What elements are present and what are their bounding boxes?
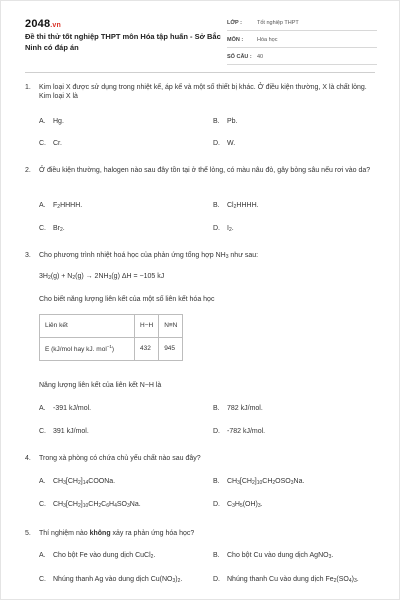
table-cell: 945	[159, 338, 183, 361]
formula-subscript: 2	[150, 554, 154, 560]
formula-part: C	[227, 501, 233, 508]
info-row-count	[227, 51, 377, 65]
document-title: Đề thi thử tốt nghiệp THPT môn Hóa tập huấn - Sở Bắc Ninh có đáp án	[25, 32, 221, 52]
formula-subscript: 4	[348, 578, 352, 584]
question-text: Kim loại X được sử dụng trong nhiệt kế, áp kế và một số thiết bị khác. Ở điều kiện thường, X là chất lỏng. Kim loại X là	[39, 84, 367, 101]
table-cell	[40, 338, 135, 361]
formula-part: [CH	[65, 478, 78, 485]
formula-main: I	[227, 225, 229, 232]
option-1c[interactable]	[39, 139, 62, 148]
question-text-bold: không	[89, 530, 111, 537]
question-text	[39, 529, 377, 538]
formula-part: Cho bột Cu vào dung dịch AgNO	[227, 552, 329, 559]
question-text: Trong xà phòng có chứa chủ yếu chất nào sau đây?	[39, 455, 201, 462]
question-text	[39, 251, 377, 261]
option-label: A.	[39, 552, 46, 559]
option-label: B.	[213, 202, 220, 209]
formula-part: H	[109, 501, 115, 508]
formula-part: C	[101, 501, 107, 508]
formula-part: .	[331, 552, 334, 559]
info-label: SỐ CÂU :	[227, 53, 252, 60]
question-text-pre: Thí nghiệm nào	[39, 530, 90, 537]
formula-part: .	[356, 576, 359, 583]
formula-part: [CH	[239, 478, 252, 485]
question-4	[25, 454, 377, 463]
formula-part: CH	[227, 478, 238, 485]
table-cell: 432	[135, 338, 159, 361]
bond-energy-table	[39, 314, 183, 361]
formula-part: [CH	[65, 501, 78, 508]
formula-subscript: 3	[354, 578, 357, 584]
question-text: Ở điều kiện thường, halogen nào sau đây tồn tại ở thể lỏng, có màu nâu đỏ, gây bỏng sâu nếu rơi vào da?	[39, 167, 371, 174]
formula-subscript: 2	[98, 503, 102, 509]
table-cell: Liên kết	[40, 315, 135, 338]
option-label: A.	[39, 118, 46, 125]
formula-part: .	[260, 501, 263, 508]
option-text: W.	[227, 140, 236, 147]
option-label: B.	[213, 478, 220, 485]
option-5a[interactable]	[39, 551, 155, 561]
option-label: A.	[39, 478, 46, 485]
formula-part: ]	[254, 478, 257, 485]
option-label: D.	[213, 428, 220, 435]
formula-subscript: 14	[82, 480, 89, 486]
option-1b[interactable]	[213, 117, 238, 126]
formula-subscript: 2	[251, 480, 255, 486]
table-cell: H−H	[135, 315, 159, 338]
formula-main: F	[53, 202, 58, 209]
formula-subscript: 2	[77, 480, 81, 486]
formula-subscript: 2	[57, 204, 61, 210]
info-value: 40	[257, 53, 264, 60]
option-5d[interactable]	[213, 575, 359, 585]
info-label: LỚP :	[227, 19, 242, 26]
eq-part: 3H	[39, 273, 48, 280]
formula-part: Na.	[129, 501, 141, 508]
row-label-pre: E (kJ/mol hay kJ. mol	[45, 345, 107, 353]
option-2a[interactable]	[39, 201, 82, 211]
formula-subscript: 6	[106, 503, 110, 509]
option-1a[interactable]	[39, 117, 64, 126]
question-text-sub: 3	[225, 254, 229, 260]
eq-part: (g) ΔH = −105 kJ	[111, 273, 165, 280]
formula-subscript: 2	[272, 480, 276, 486]
option-text: Cr.	[53, 140, 62, 147]
formula-subscript: 10	[256, 480, 263, 486]
formula-subscript: 3	[237, 480, 240, 486]
formula-subscript: 2	[233, 204, 237, 210]
option-1d[interactable]	[213, 139, 235, 148]
question-5	[25, 529, 377, 538]
question-text-pre: Cho phương trình nhiệt hoá học của phản ứng tổng hợp NH	[39, 252, 226, 259]
table-header-row	[40, 315, 183, 338]
table-cell: N≡N	[159, 315, 183, 338]
option-text: Pb.	[227, 118, 238, 125]
question-1	[25, 83, 377, 102]
formula-main: Cl	[227, 202, 234, 209]
option-label: B.	[213, 118, 220, 125]
option-label: A.	[39, 405, 46, 412]
question-note: Cho biết năng lượng liên kết của một số liên kết hóa học	[39, 296, 215, 303]
formula-part: CH	[53, 478, 64, 485]
site-logo[interactable]	[25, 17, 61, 32]
option-4c[interactable]	[39, 500, 141, 510]
formula-part: COONa.	[88, 478, 116, 485]
formula-part: H	[234, 501, 240, 508]
info-row-subject	[227, 34, 377, 48]
option-2c[interactable]	[39, 224, 65, 234]
formula-part: CH	[88, 501, 99, 508]
question-2	[25, 166, 377, 175]
formula-subscript: 2	[333, 578, 337, 584]
eq-sub: 2	[47, 275, 51, 281]
eq-sub: 3	[108, 275, 112, 281]
eq-part: (g) → 2NH	[75, 273, 109, 280]
option-2d[interactable]	[213, 224, 234, 234]
option-3d[interactable]	[213, 427, 265, 436]
formula-main: Br	[53, 225, 60, 232]
eq-part: (g) + N	[50, 273, 73, 280]
formula-subscript: 2	[177, 578, 181, 584]
option-text: -391 kJ/mol.	[53, 405, 92, 412]
option-label: B.	[213, 405, 220, 412]
eq-sub: 2	[72, 275, 76, 281]
formula-part: .	[153, 552, 156, 559]
formula-part: (SO	[336, 576, 349, 583]
question-number: 5.	[25, 530, 31, 537]
option-label: A.	[39, 202, 46, 209]
formula-part: CH	[262, 478, 273, 485]
formula-tail: HHHH.	[236, 202, 259, 209]
option-label: C.	[39, 140, 46, 147]
formula-subscript: 3	[126, 503, 130, 509]
info-value: Tốt nghiệp THPT	[257, 19, 299, 26]
info-label: MÔN :	[227, 36, 244, 43]
formula-subscript: 3	[257, 503, 261, 509]
logo-number: 2048	[25, 18, 51, 30]
option-text: 391 kJ/mol.	[53, 428, 89, 435]
option-label: C.	[39, 428, 46, 435]
formula-subscript: 5	[239, 503, 243, 509]
option-4d[interactable]	[213, 500, 263, 510]
formula-tail: HHHH.	[60, 202, 83, 209]
formula-part: Nhúng thanh Cu vào dung dịch Fe	[227, 576, 334, 583]
formula-subscript: 2	[60, 227, 63, 233]
question-number: 3.	[25, 252, 31, 259]
formula-part: OSO	[275, 478, 291, 485]
header-divider	[25, 72, 375, 73]
option-label: D.	[213, 501, 220, 508]
row-label-post: )	[111, 345, 115, 353]
formula-subscript: 3	[63, 503, 66, 509]
option-label: C.	[39, 225, 46, 232]
formula-part: (OH)	[242, 501, 258, 508]
option-label: B.	[213, 552, 220, 559]
question-text-post: như sau:	[228, 252, 259, 259]
option-label: C.	[39, 576, 46, 583]
question-prompt: Năng lượng liên kết của liên kết N−H là	[39, 382, 162, 389]
question-number: 2.	[25, 167, 31, 174]
formula-subscript: 10	[82, 503, 89, 509]
table-row	[40, 338, 183, 361]
option-4b[interactable]	[213, 477, 304, 487]
formula-part: Cho bột Fe vào dung dịch CuCl	[53, 552, 151, 559]
thermochemical-equation	[39, 272, 164, 282]
formula-part: )	[351, 576, 354, 583]
question-text-post: xảy ra phản ứng hóa học?	[110, 530, 195, 537]
option-text: 782 kJ/mol.	[227, 405, 263, 412]
option-text: -782 kJ/mol.	[227, 428, 266, 435]
option-label: D.	[213, 576, 220, 583]
option-text: Hg.	[53, 118, 64, 125]
question-3	[25, 251, 377, 261]
formula-part: CH	[53, 501, 64, 508]
formula-subscript: 2	[77, 503, 81, 509]
formula-part: )	[175, 576, 178, 583]
formula-part: SO	[116, 501, 127, 508]
row-label-sup: −1	[106, 343, 112, 349]
info-value: Hóa học	[257, 36, 278, 43]
formula-part: Nhúng thanh Ag vào dung dịch Cu(NO	[53, 576, 173, 583]
formula-subscript: 3	[290, 480, 294, 486]
formula-subscript: 3	[172, 578, 176, 584]
question-number: 1.	[25, 84, 31, 91]
formula-tail: .	[231, 225, 234, 232]
question-number: 4.	[25, 455, 31, 462]
formula-part: ]	[80, 478, 83, 485]
option-label: C.	[39, 501, 46, 508]
formula-subscript: 3	[63, 480, 66, 486]
option-3c[interactable]	[39, 427, 89, 436]
formula-subscript: 3	[232, 503, 235, 509]
formula-subscript: 4	[114, 503, 117, 509]
option-5b[interactable]	[213, 551, 333, 561]
formula-part: Na.	[293, 478, 305, 485]
option-2b[interactable]	[213, 201, 259, 211]
option-5c[interactable]	[39, 575, 182, 585]
option-3b[interactable]	[213, 404, 263, 413]
formula-part: .	[180, 576, 183, 583]
logo-suffix: .vn	[50, 22, 61, 29]
option-label: D.	[213, 140, 220, 147]
exam-info-box	[227, 17, 377, 68]
info-row-class	[227, 17, 377, 31]
formula-subscript: 2	[228, 227, 232, 233]
option-label: D.	[213, 225, 220, 232]
formula-part: ]	[80, 501, 83, 508]
option-3a[interactable]	[39, 404, 91, 413]
option-4a[interactable]	[39, 477, 115, 487]
formula-subscript: 3	[328, 554, 332, 560]
formula-tail: .	[62, 225, 65, 232]
